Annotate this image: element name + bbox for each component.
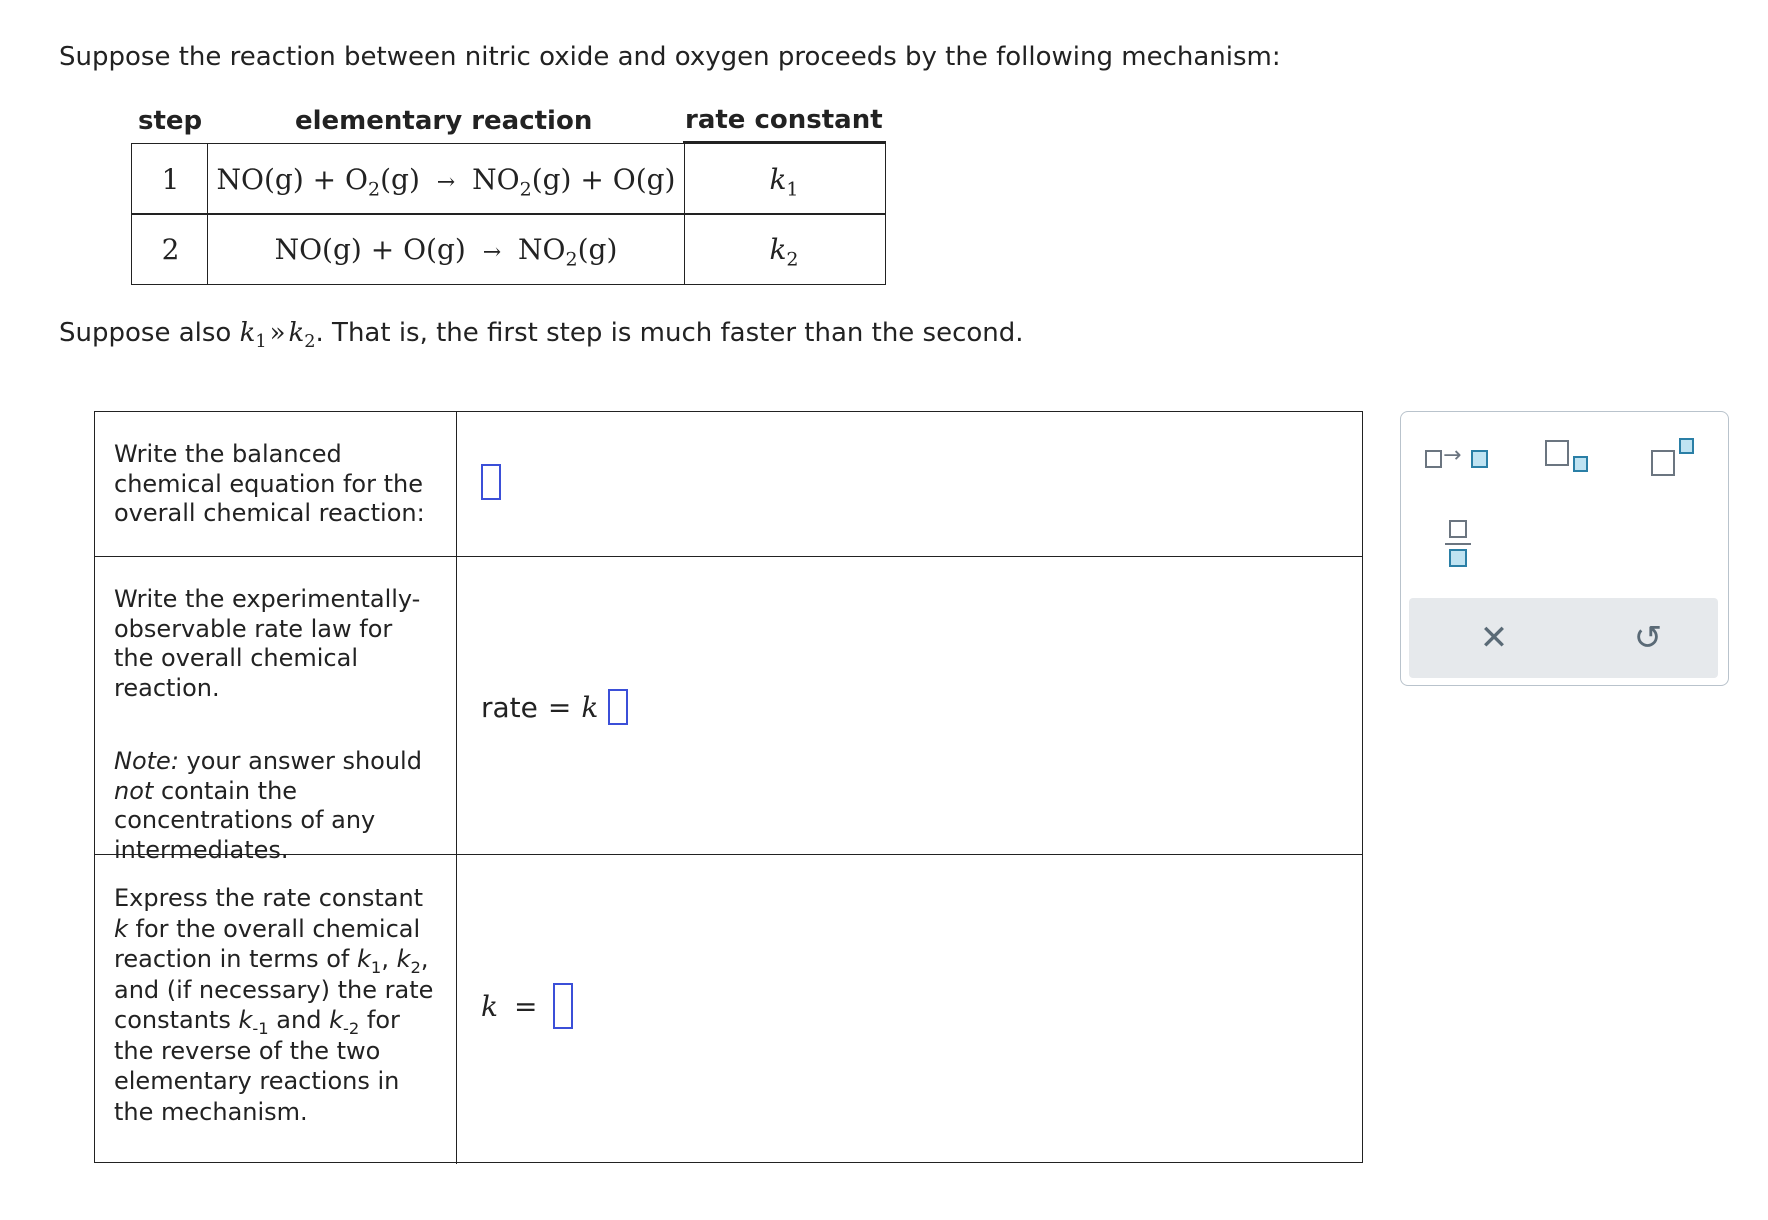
- base-box-icon: [1651, 450, 1675, 476]
- subscript-box-icon: [1573, 456, 1588, 472]
- step-2-cell: [131, 213, 209, 285]
- answer-1-area: [457, 412, 1362, 556]
- rate-law-input[interactable]: [608, 689, 628, 725]
- superscript-box-icon: [1679, 438, 1694, 454]
- header-elementary-reaction: elementary reaction: [295, 106, 593, 136]
- close-icon: ✕: [1479, 618, 1509, 658]
- header-step: step: [138, 106, 203, 136]
- header-rate-constant: rate constant: [685, 105, 883, 135]
- reaction-2: $NO(g) + O(g) \to NO_2(g)$: [274, 232, 618, 271]
- clear-button[interactable]: [1439, 598, 1549, 678]
- rate-constant-k1: $k_1$: [769, 162, 799, 201]
- fraction-button[interactable]: [1445, 520, 1471, 570]
- reaction-2-cell: [207, 213, 685, 285]
- reaction-arrow-button[interactable]: [1425, 444, 1491, 472]
- answer-2-area: [457, 557, 1362, 854]
- reaction-arrow: →: [436, 169, 456, 195]
- equals-sign: =: [513, 989, 538, 1023]
- question-3-prompt: [95, 855, 457, 1164]
- rate-constant-input[interactable]: [553, 983, 573, 1029]
- fraction-bar-icon: [1445, 543, 1471, 545]
- question-2-note: Note: your answer should not contain the concentrations of any intermediates.: [114, 747, 422, 864]
- question-2-prompt: [95, 557, 457, 864]
- step-1-cell: [131, 143, 209, 215]
- base-box-icon: [1545, 440, 1569, 466]
- assumption-text: Suppose also $k_1$ » $k_2$. That is, the first step is much faster than the second.: [59, 318, 1024, 353]
- empty-box-icon: [1425, 450, 1442, 468]
- undo-icon: ↺: [1633, 618, 1663, 658]
- reaction-1-cell: [207, 143, 685, 215]
- intro-text: Suppose the reaction between nitric oxide and oxygen proceeds by the following mechanism:: [59, 42, 1281, 72]
- filled-box-icon: [1471, 450, 1488, 468]
- question-row-rate-law: [95, 557, 1362, 864]
- question-1-prompt: [95, 412, 457, 556]
- question-table: [94, 411, 1363, 1163]
- rate-label: rate: [481, 690, 538, 724]
- numerator-box-icon: [1449, 520, 1467, 538]
- equals-sign: =: [547, 690, 572, 724]
- k-symbol: k: [481, 989, 498, 1023]
- superscript-button[interactable]: [1651, 438, 1701, 476]
- question-row-rate-constant: [95, 855, 1362, 1164]
- step-number: 2: [161, 232, 180, 266]
- subscript-button[interactable]: [1545, 440, 1595, 474]
- undo-button[interactable]: [1593, 598, 1703, 678]
- step-number: 1: [161, 162, 180, 196]
- answer-3-area: [457, 855, 1362, 1164]
- action-bar: [1409, 598, 1718, 678]
- reaction-1: $NO(g) + O_2(g) \to NO_2(g) + O(g)$: [216, 162, 676, 201]
- denominator-box-icon: [1449, 549, 1467, 567]
- rate-constant-1-cell: [683, 143, 886, 215]
- question-2-text: Write the experimentally-observable rate law for the overall chemical reaction.: [114, 585, 421, 702]
- rate-constant-2-cell: [683, 213, 886, 285]
- arrow-icon: →: [1443, 443, 1462, 468]
- reaction-arrow: →: [482, 239, 502, 265]
- question-1-text: Write the balanced chemical equation for the overall chemical reaction:: [114, 440, 425, 527]
- rate-constant-k2: $k_2$: [769, 232, 799, 271]
- balanced-equation-input[interactable]: [481, 464, 501, 500]
- rate-k-symbol: k: [581, 690, 599, 724]
- math-toolbar: [1400, 411, 1729, 686]
- question-row-equation: [95, 412, 1362, 557]
- question-3-text: Express the rate constant k for the overall chemical reaction in terms of $k_1$, $k_2$, and (if necessary) the rate constants $k_{-1}$ and $k_{-2}$ for the reverse of the two elementary reactions in the mechanism.: [114, 884, 434, 1126]
